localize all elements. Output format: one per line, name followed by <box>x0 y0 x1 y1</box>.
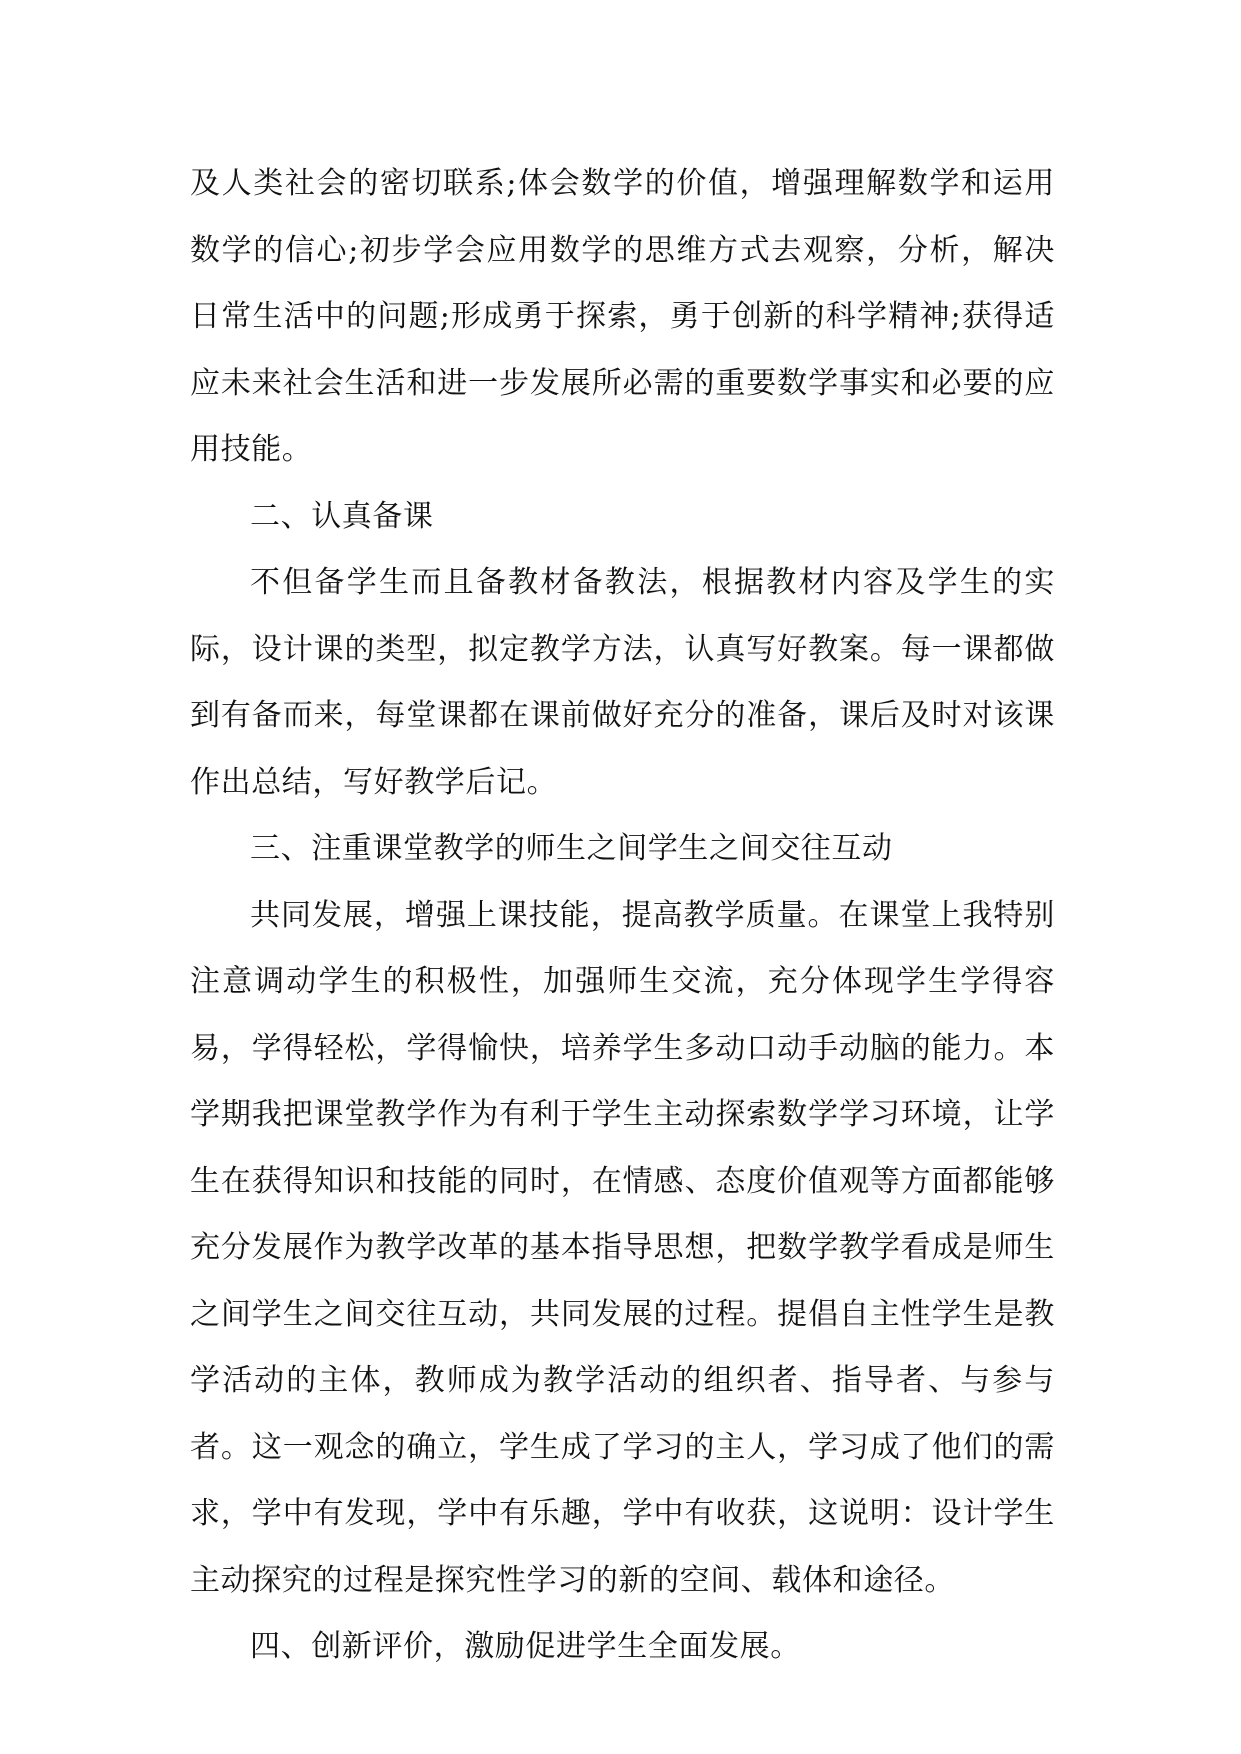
section-heading-3: 三、注重课堂教学的师生之间学生之间交往互动 <box>250 831 893 866</box>
paragraph-classroom-interaction: 共同发展，增强上课技能，提高教学质量。在课堂上我特别注意调动学生的积极性，加强师生交流，充分体现学生学得容易，学得轻松，学得愉快，培养学生多动口动手动脑的能力。本学期我把课堂教学作为有利于学生主动探索数学学习环境，让学生在获得知识和技能的同时，在情感、态度价值观等方面都能够充分发展作为教学改革的基本指导思想，把数学教学看成是师生之间学生之间交往互动，共同发展的过程。提倡自主性学生是教学活动的主体，教师成为教学活动的组织者、指导者、与参与者。这一观念的确立，学生成了学习的主人，学习成了他们的需求，学中有发现，学中有乐趣，学中有收获，这说明：设计学生主动探究的过程是探究性学习的新的空间、载体和途径。 <box>190 897 1055 1598</box>
section-heading-2: 二、认真备课 <box>250 498 434 534</box>
paragraph-lesson-prep: 不但备学生而且备教材备教法，根据教材内容及学生的实际，设计课的类型，拟定教学方法，认真写好教案。每一课都做到有备而来，每堂课都在课前做好充分的准备，课后及时对该课作出总结，写好教学后记。 <box>190 565 1055 800</box>
document-body <box>190 151 1055 1681</box>
section-heading-4: 四、创新评价，激励促进学生全面发展。 <box>250 1629 801 1664</box>
paragraph-continuation: 及人类社会的密切联系;体会数学的价值，增强理解数学和运用数学的信心;初步学会应用数学的思维方式去观察，分析，解决日常生活中的问题;形成勇于探索，勇于创新的科学精神;获得适应未来社会生活和进一步发展所必需的重要数学事实和必要的应用技能。 <box>190 166 1055 467</box>
